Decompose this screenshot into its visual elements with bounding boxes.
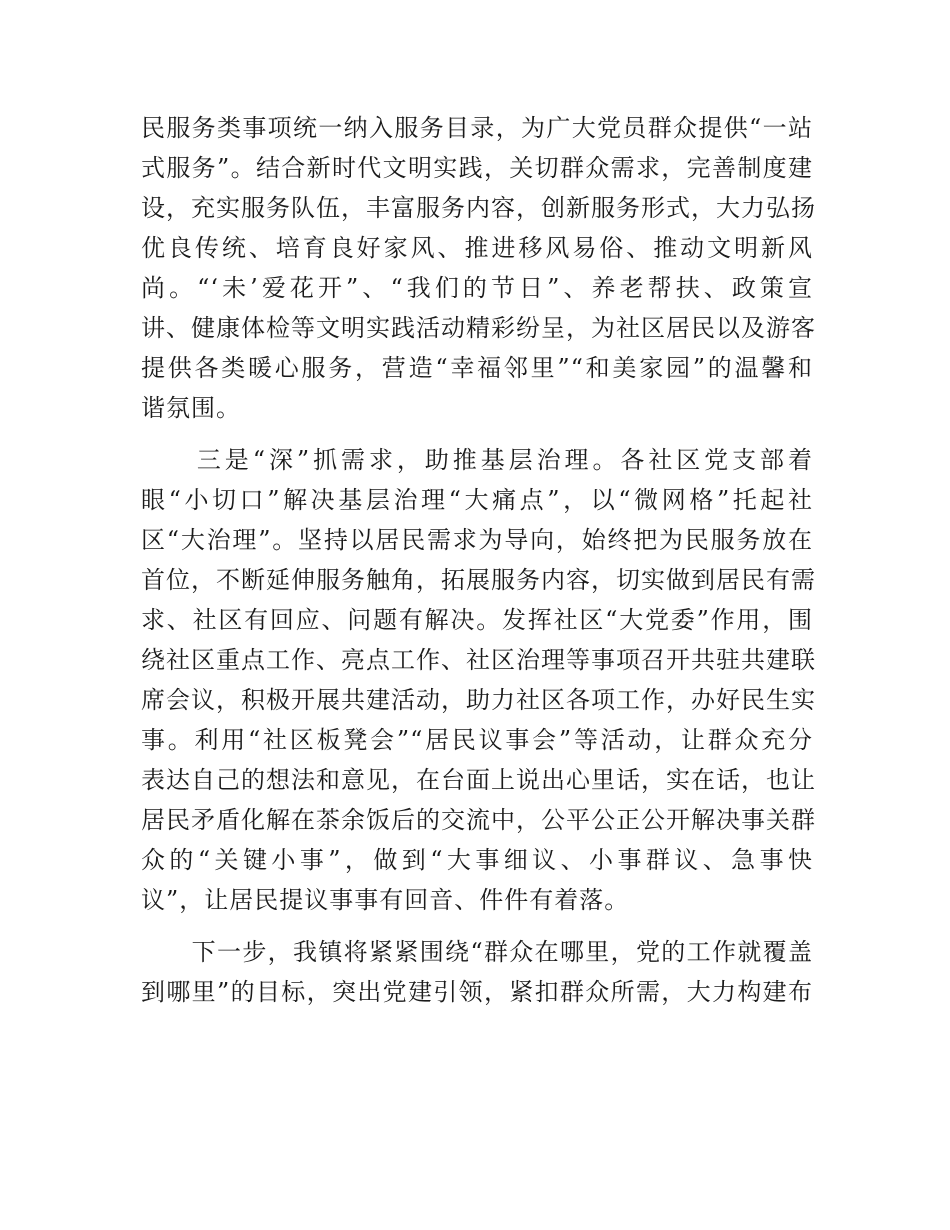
text-line: 求、社区有回应、问题有解决。发挥社区“大党委”作用，围 <box>141 606 813 634</box>
text-line: 绕社区重点工作、亮点工作、社区治理等事项召开共驻共建联 <box>141 646 816 674</box>
text-line: 三是“深”抓需求，助推基层治理。各社区党支部着 <box>141 446 813 474</box>
text-line: 提供各类暖心服务，营造“幸福邻里”“和美家园”的温馨和 <box>141 354 813 382</box>
text-line: 优良传统、培育良好家风、推进移风易俗、推动文明新风 <box>141 234 813 262</box>
paragraph-grassroots-governance <box>141 440 816 920</box>
text-line: 式服务”。结合新时代文明实践，关切群众需求，完善制度建 <box>141 154 813 182</box>
text-line: 众的“关键小事”，做到“大事细议、小事群议、急事快 <box>141 846 813 874</box>
text-line: 区“大治理”。坚持以居民需求为导向，始终把为民服务放在 <box>141 526 813 554</box>
text-line: 议”，让居民提议事事有回音、件件有着落。 <box>141 886 630 914</box>
text-line: 首位，不断延伸服务触角，拓展服务内容，切实做到居民有需 <box>141 566 816 594</box>
text-line: 居民矛盾化解在茶余饭后的交流中，公平公正公开解决事关群 <box>141 806 816 834</box>
text-line: 谐氛围。 <box>141 394 241 422</box>
text-line: 席会议，积极开展共建活动，助力社区各项工作，办好民生实 <box>141 686 816 714</box>
paragraph-next-steps <box>141 932 813 1012</box>
text-line: 到哪里”的目标，突出党建引领，紧扣群众所需，大力构建布 <box>141 978 813 1006</box>
text-line: 尚。“‘未’爱花开”、“我们的节日”、养老帮扶、政策宣 <box>141 274 813 302</box>
text-line: 表达自己的想法和意见，在台面上说出心里话，实在话，也让 <box>141 766 816 794</box>
text-line: 眼“小切口”解决基层治理“大痛点”，以“微网格”托起社 <box>141 486 813 514</box>
paragraph-civilization-practice <box>141 108 816 428</box>
text-line: 设，充实服务队伍，丰富服务内容，创新服务形式，大力弘扬 <box>141 194 816 222</box>
text-line: 下一步，我镇将紧紧围绕“群众在哪里，党的工作就覆盖 <box>141 938 813 966</box>
paragraph-gap <box>141 920 813 932</box>
document-body <box>141 108 816 1012</box>
text-line: 事。利用“社区板凳会”“居民议事会”等活动，让群众充分 <box>141 726 813 754</box>
text-line: 讲、健康体检等文明实践活动精彩纷呈，为社区居民以及游客 <box>141 314 816 342</box>
text-line: 民服务类事项统一纳入服务目录，为广大党员群众提供“一站 <box>141 114 813 142</box>
paragraph-gap <box>141 428 813 440</box>
